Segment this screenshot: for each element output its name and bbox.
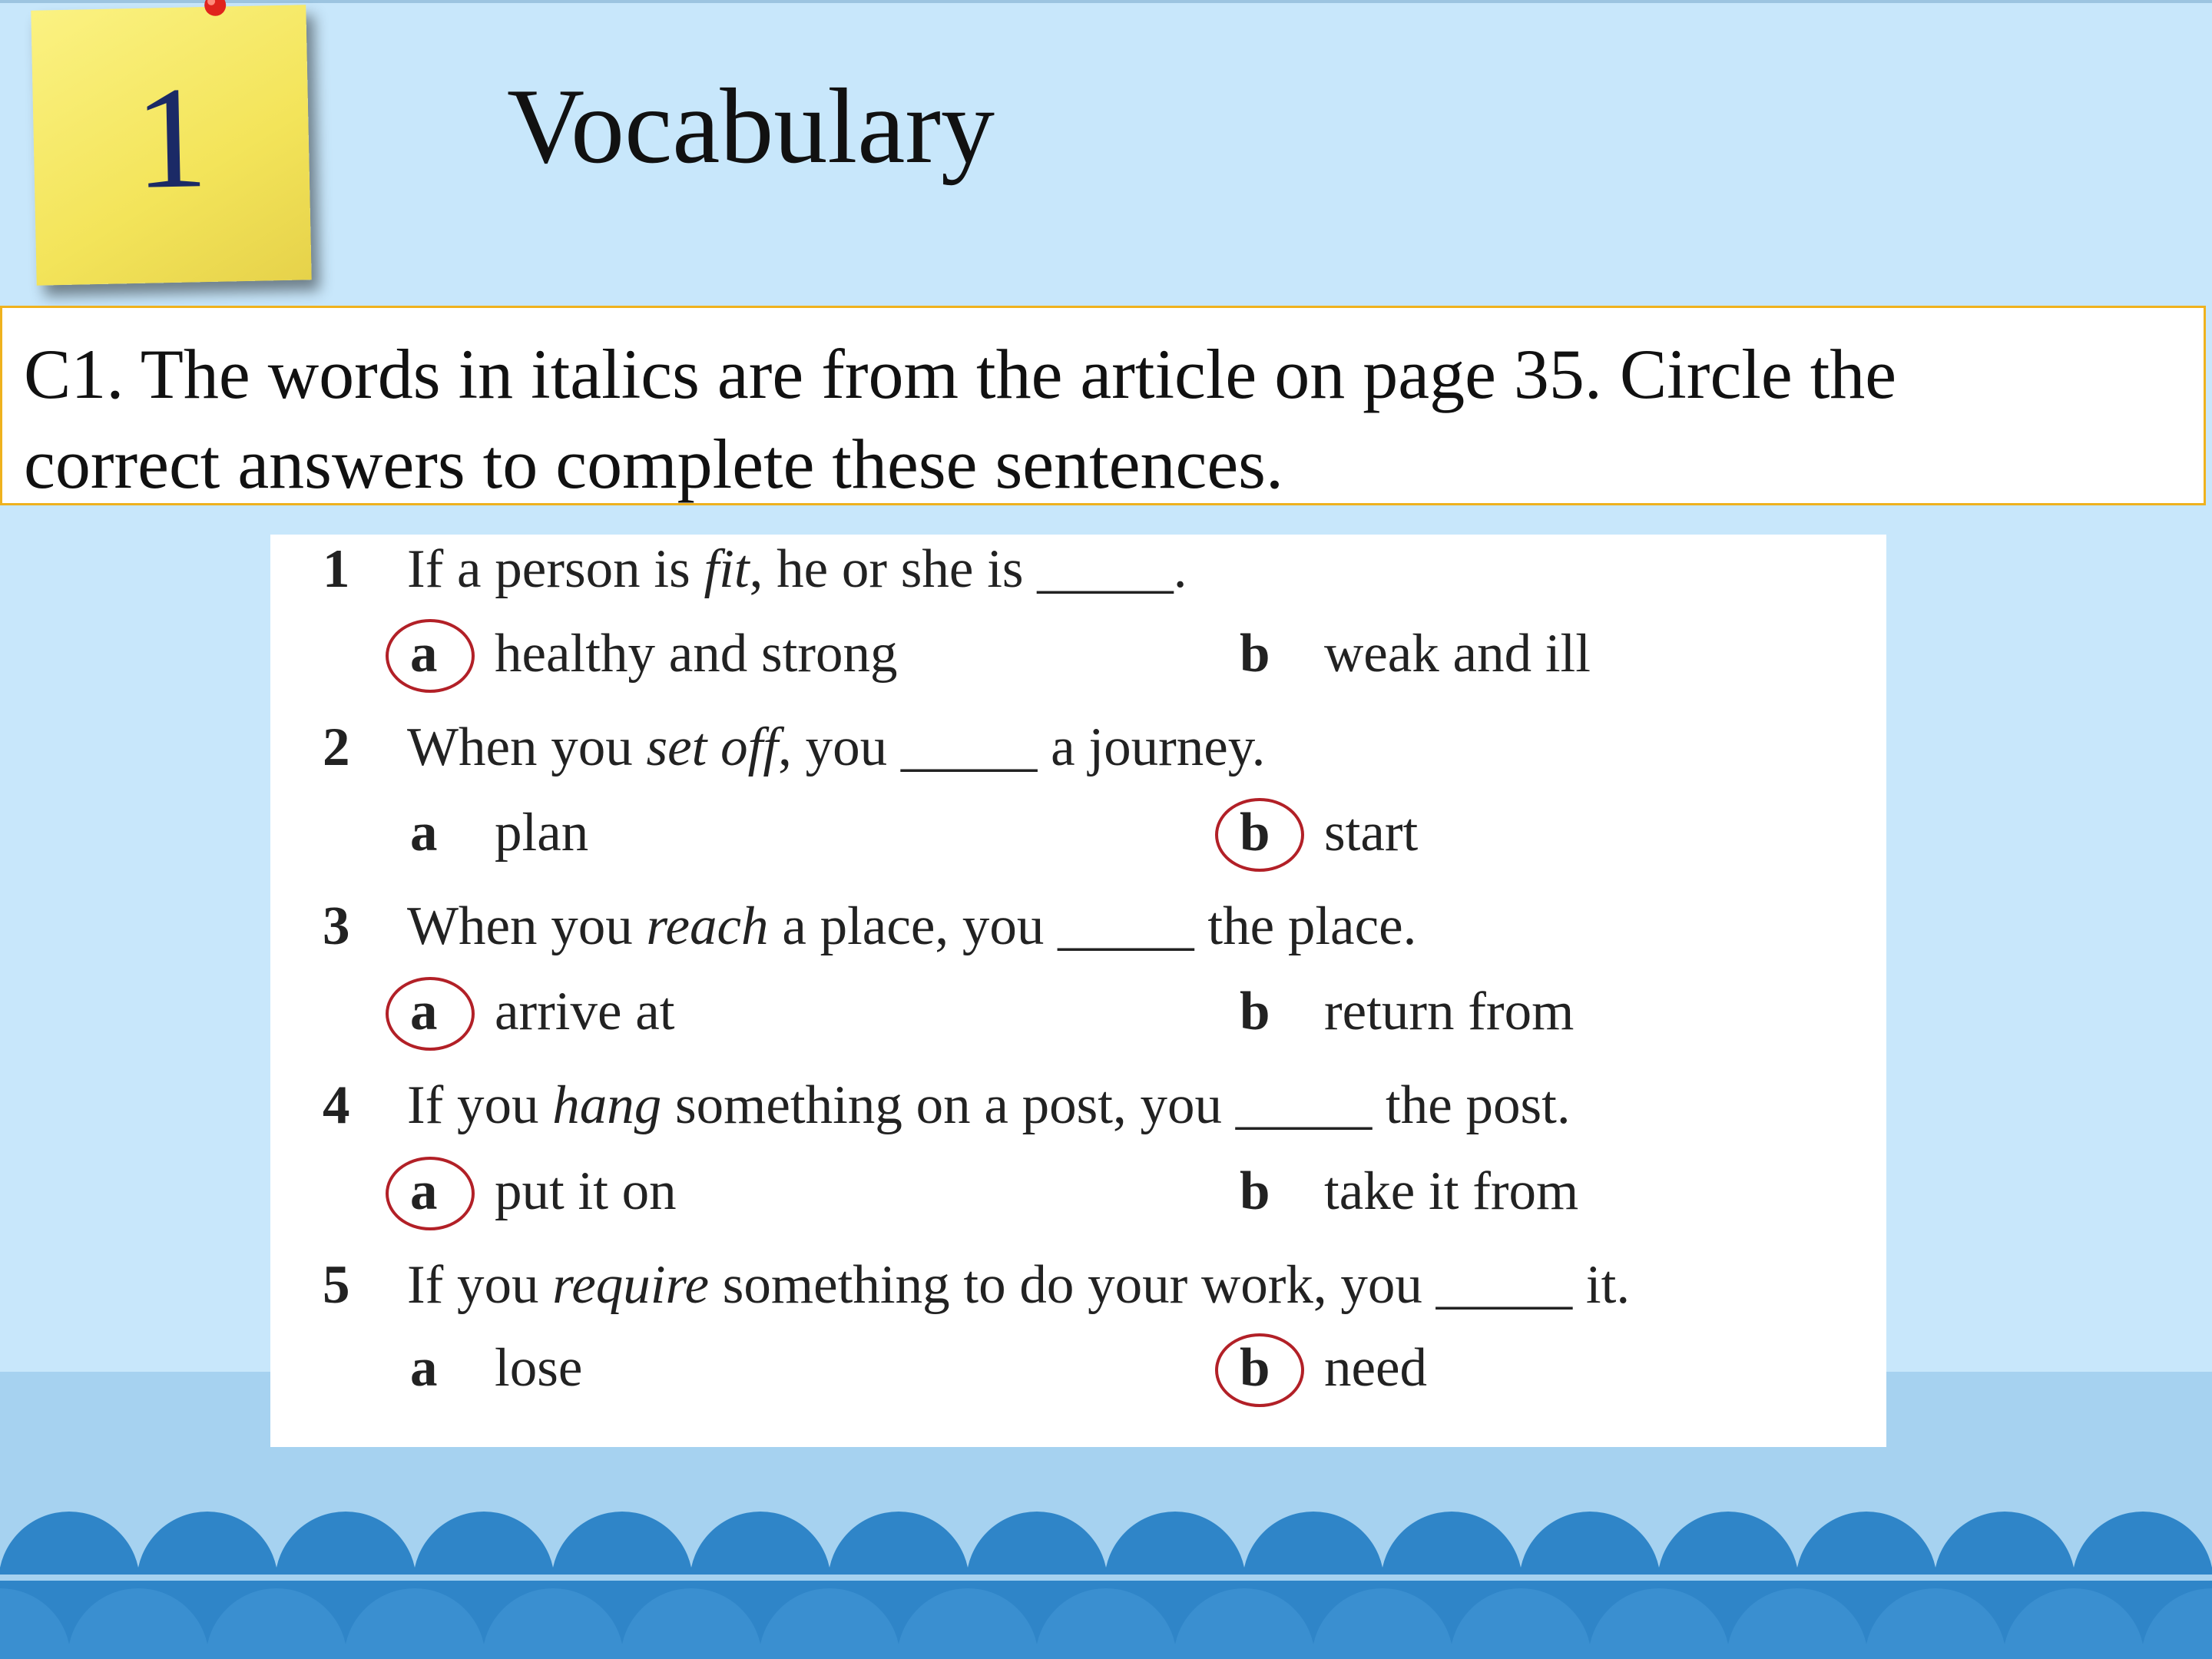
option-letter: b [1240,1333,1324,1402]
option-text: healthy and strong [495,624,898,684]
question-5 [323,1250,1630,1320]
question-text: If a person is fit, he or she is _____. [407,539,1187,599]
option-1b[interactable] [1240,619,1591,688]
italic-word: fit [704,539,750,599]
top-rule [0,0,2212,3]
option-text: arrive at [495,982,675,1041]
option-letter: a [410,1157,495,1226]
lesson-number: 1 [133,57,210,220]
answer-circle [386,977,475,1051]
option-text: need [1324,1338,1428,1398]
option-text: plan [495,803,589,863]
option-4b[interactable] [1240,1157,1578,1226]
question-text: When you set off, you _____ a journey. [407,717,1266,777]
instruction-line-1: C1. The words in italics are from the article on page 35. Circle the [24,335,1897,413]
option-text: lose [495,1338,583,1398]
option-2b[interactable] [1240,798,1418,867]
option-text: take it from [1324,1161,1579,1221]
question-3 [323,892,1416,961]
option-letter: a [410,1338,438,1398]
option-letter: a [410,619,495,688]
question-text: If you require something to do your work, you _____ it. [407,1255,1631,1315]
option-letter: b [1240,982,1270,1041]
option-letter: b [1240,624,1270,684]
question-text: When you reach a place, you _____ the place. [407,896,1417,956]
page-title: Vocabulary [507,67,995,186]
italic-word: set off [646,717,779,777]
option-letter: a [410,977,495,1046]
answer-circle [386,619,475,693]
exercise-panel [270,535,1886,1447]
option-letter: a [410,803,438,863]
option-text: put it on [495,1161,677,1221]
answer-circle [1215,1333,1304,1407]
question-number: 4 [323,1075,350,1135]
question-number: 3 [323,896,350,956]
option-letter: b [1240,798,1324,867]
option-text: start [1324,803,1419,863]
answer-circle [1215,798,1304,872]
option-letter: b [1240,1161,1270,1221]
option-3b[interactable] [1240,977,1574,1046]
option-text: weak and ill [1324,624,1591,684]
option-3a[interactable] [410,977,675,1046]
option-4a[interactable] [410,1157,677,1226]
question-1 [323,535,1187,604]
question-number: 1 [323,539,350,599]
lesson-sticky-note [31,5,311,285]
question-text: If you hang something on a post, you _____ the post. [407,1075,1571,1135]
question-2 [323,713,1265,782]
italic-word: require [552,1255,710,1315]
question-number: 2 [323,717,350,777]
option-5b[interactable] [1240,1333,1427,1402]
option-5a[interactable] [410,1333,582,1402]
question-number: 5 [323,1255,350,1315]
option-1a[interactable] [410,619,898,688]
option-text: return from [1324,982,1575,1041]
italic-word: reach [646,896,769,956]
answer-circle [386,1157,475,1230]
option-2a[interactable] [410,798,588,867]
italic-word: hang [552,1075,662,1135]
question-4 [323,1071,1571,1140]
instruction-line-2: correct answers to complete these sentences. [24,425,1283,503]
wave-decoration [0,1482,2212,1659]
pushpin-icon [200,0,231,22]
instruction-box [0,306,2206,505]
